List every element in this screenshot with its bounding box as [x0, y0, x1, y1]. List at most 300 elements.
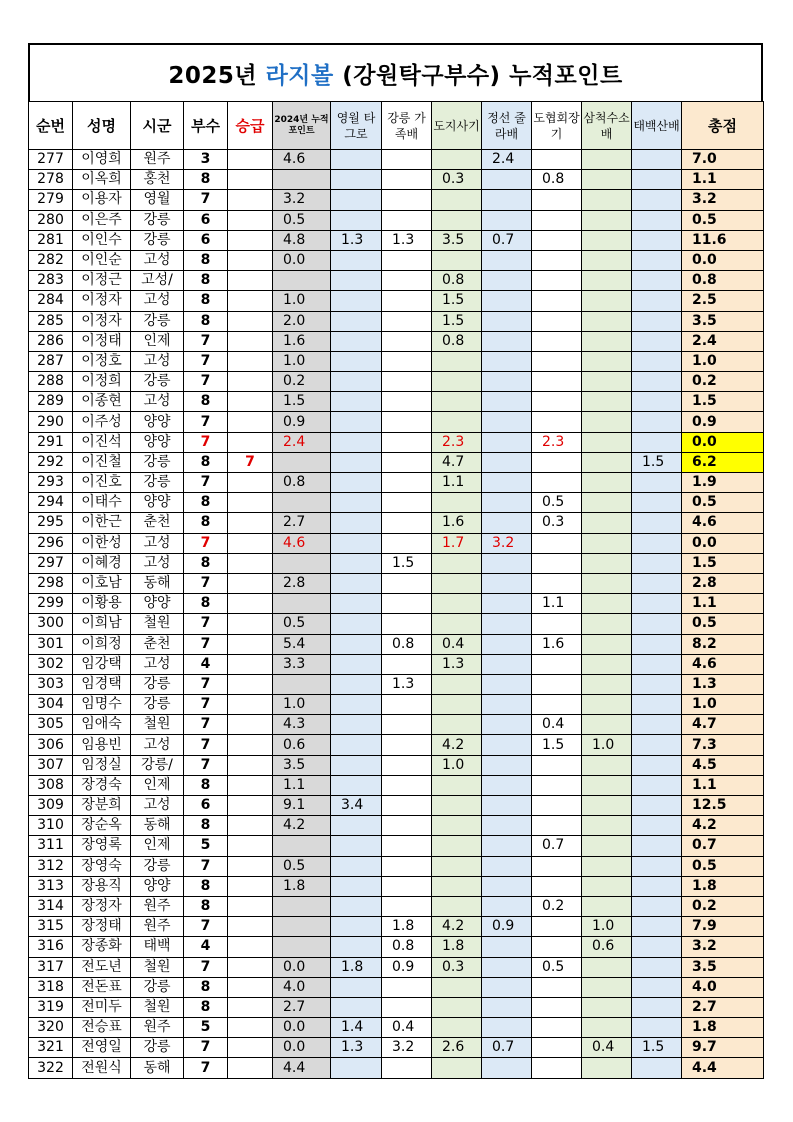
- cell-yw: [331, 553, 382, 573]
- cell-tb: [632, 432, 682, 452]
- cell-yw: [331, 452, 382, 472]
- table-row: [29, 1038, 764, 1058]
- cell-js: [482, 291, 532, 311]
- cell-total: 0.8: [682, 271, 764, 291]
- cell-total: 3.5: [682, 957, 764, 977]
- cell-tb: [632, 937, 682, 957]
- cell-dh: [532, 412, 582, 432]
- cell-name: 장종화: [73, 937, 131, 957]
- cell-yw: [331, 432, 382, 452]
- cell-no: 288: [29, 372, 73, 392]
- cell-gr: 1.8: [382, 917, 432, 937]
- cell-city: 강릉: [131, 856, 184, 876]
- cell-yw: [331, 674, 382, 694]
- cell-yw: [331, 836, 382, 856]
- cell-p2024: 4.0: [273, 977, 331, 997]
- table-row: [29, 573, 764, 593]
- cell-p2024: [273, 674, 331, 694]
- cell-promo: [228, 573, 273, 593]
- cell-yw: [331, 291, 382, 311]
- cell-city: 원주: [131, 917, 184, 937]
- cell-div: 6: [184, 796, 228, 816]
- cell-yw: [331, 331, 382, 351]
- cell-js: [482, 412, 532, 432]
- cell-div: 8: [184, 977, 228, 997]
- cell-dh: [532, 190, 582, 210]
- cell-promo: [228, 856, 273, 876]
- cell-p2024: [273, 271, 331, 291]
- cell-total: 2.8: [682, 573, 764, 593]
- cell-promo: [228, 896, 273, 916]
- cell-dj: 1.8: [432, 937, 482, 957]
- cell-total: 4.6: [682, 654, 764, 674]
- cell-total: 1.9: [682, 473, 764, 493]
- cell-no: 312: [29, 856, 73, 876]
- cell-dj: [432, 1058, 482, 1078]
- cell-tb: [632, 533, 682, 553]
- cell-name: 임강택: [73, 654, 131, 674]
- cell-tb: [632, 755, 682, 775]
- cell-p2024: 3.3: [273, 654, 331, 674]
- cell-city: 강릉: [131, 695, 184, 715]
- table-row: [29, 796, 764, 816]
- cell-yw: [331, 937, 382, 957]
- cell-gr: [382, 896, 432, 916]
- cell-tb: [632, 654, 682, 674]
- cell-div: 6: [184, 210, 228, 230]
- cell-total: 7.3: [682, 735, 764, 755]
- cell-yw: [331, 473, 382, 493]
- cell-yw: [331, 210, 382, 230]
- cell-dh: [532, 654, 582, 674]
- cell-p2024: 2.7: [273, 997, 331, 1017]
- cell-dh: 0.4: [532, 715, 582, 735]
- cell-gr: [382, 533, 432, 553]
- cell-no: 310: [29, 816, 73, 836]
- cell-tb: [632, 977, 682, 997]
- cell-promo: [228, 614, 273, 634]
- cell-city: 양양: [131, 876, 184, 896]
- cell-promo: [228, 735, 273, 755]
- cell-yw: [331, 573, 382, 593]
- cell-sc: 0.6: [582, 937, 632, 957]
- cell-total: 4.4: [682, 1058, 764, 1078]
- cell-div: 8: [184, 896, 228, 916]
- cell-city: 양양: [131, 594, 184, 614]
- cell-gr: [382, 311, 432, 331]
- table-row: [29, 654, 764, 674]
- cell-name: 이정태: [73, 331, 131, 351]
- cell-sc: [582, 190, 632, 210]
- cell-city: 철원: [131, 997, 184, 1017]
- header-row: [29, 102, 764, 150]
- cell-js: [482, 452, 532, 472]
- cell-promo: [228, 1038, 273, 1058]
- cell-yw: [331, 513, 382, 533]
- cell-dj: [432, 715, 482, 735]
- cell-city: 철원: [131, 715, 184, 735]
- cell-sc: [582, 957, 632, 977]
- cell-p2024: 4.6: [273, 533, 331, 553]
- cell-dh: [532, 351, 582, 371]
- cell-div: 7: [184, 351, 228, 371]
- cell-no: 313: [29, 876, 73, 896]
- cell-p2024: [273, 553, 331, 573]
- cell-yw: [331, 977, 382, 997]
- cell-promo: [228, 917, 273, 937]
- cell-promo: [228, 634, 273, 654]
- cell-yw: 1.3: [331, 1038, 382, 1058]
- cell-div: 7: [184, 856, 228, 876]
- cell-dh: [532, 473, 582, 493]
- cell-tb: [632, 816, 682, 836]
- cell-sc: [582, 372, 632, 392]
- cell-no: 293: [29, 473, 73, 493]
- cell-total: 4.0: [682, 977, 764, 997]
- cell-name: 이영희: [73, 150, 131, 170]
- cell-div: 5: [184, 836, 228, 856]
- cell-p2024: 9.1: [273, 796, 331, 816]
- cell-yw: 1.8: [331, 957, 382, 977]
- cell-promo: [228, 351, 273, 371]
- table-row: [29, 1018, 764, 1038]
- cell-promo: [228, 533, 273, 553]
- cell-name: 이인순: [73, 250, 131, 270]
- cell-city: 고성: [131, 654, 184, 674]
- cell-no: 300: [29, 614, 73, 634]
- cell-js: [482, 937, 532, 957]
- cell-sc: [582, 452, 632, 472]
- cell-dj: [432, 896, 482, 916]
- cell-p2024: 4.4: [273, 1058, 331, 1078]
- cell-city: 고성/: [131, 271, 184, 291]
- cell-tb: [632, 634, 682, 654]
- table-row: [29, 291, 764, 311]
- cell-tb: [632, 493, 682, 513]
- cell-gr: 0.9: [382, 957, 432, 977]
- table-row: [29, 997, 764, 1017]
- cell-dh: [532, 392, 582, 412]
- cell-total: 4.2: [682, 816, 764, 836]
- cell-dj: 1.1: [432, 473, 482, 493]
- cell-no: 283: [29, 271, 73, 291]
- cell-tb: [632, 271, 682, 291]
- cell-city: 강릉/: [131, 755, 184, 775]
- cell-sc: [582, 150, 632, 170]
- cell-promo: [228, 513, 273, 533]
- cell-js: [482, 695, 532, 715]
- cell-name: 장정자: [73, 896, 131, 916]
- cell-yw: [331, 715, 382, 735]
- header-promotion: 승급: [228, 102, 273, 150]
- cell-no: 320: [29, 1018, 73, 1038]
- points-sheet: [28, 43, 763, 1079]
- cell-no: 302: [29, 654, 73, 674]
- cell-sc: [582, 311, 632, 331]
- cell-no: 298: [29, 573, 73, 593]
- cell-dh: 0.3: [532, 513, 582, 533]
- cell-dh: [532, 150, 582, 170]
- cell-total: 1.8: [682, 1018, 764, 1038]
- cell-total: 4.6: [682, 513, 764, 533]
- cell-name: 이정근: [73, 271, 131, 291]
- cell-gr: [382, 432, 432, 452]
- cell-dj: [432, 816, 482, 836]
- cell-name: 장분희: [73, 796, 131, 816]
- cell-name: 이용자: [73, 190, 131, 210]
- table-row: [29, 210, 764, 230]
- cell-dj: [432, 210, 482, 230]
- cell-yw: [331, 876, 382, 896]
- table-row: [29, 715, 764, 735]
- cell-total: 0.9: [682, 412, 764, 432]
- cell-sc: [582, 654, 632, 674]
- title-brand: 라지볼: [265, 62, 334, 89]
- cell-sc: [582, 796, 632, 816]
- cell-sc: [582, 775, 632, 795]
- cell-tb: [632, 553, 682, 573]
- cell-dh: [532, 210, 582, 230]
- cell-gr: [382, 997, 432, 1017]
- cell-no: 307: [29, 755, 73, 775]
- cell-js: 3.2: [482, 533, 532, 553]
- cell-tb: [632, 735, 682, 755]
- cell-dj: 4.2: [432, 735, 482, 755]
- cell-sc: [582, 977, 632, 997]
- cell-div: 7: [184, 735, 228, 755]
- cell-no: 317: [29, 957, 73, 977]
- cell-total: 2.5: [682, 291, 764, 311]
- cell-dj: [432, 412, 482, 432]
- cell-js: [482, 796, 532, 816]
- cell-total: 6.2: [682, 452, 764, 472]
- cell-promo: [228, 311, 273, 331]
- cell-div: 4: [184, 937, 228, 957]
- cell-sc: [582, 634, 632, 654]
- cell-city: 고성: [131, 250, 184, 270]
- cell-yw: 1.3: [331, 230, 382, 250]
- cell-p2024: 4.8: [273, 230, 331, 250]
- table-row: [29, 896, 764, 916]
- cell-yw: [331, 250, 382, 270]
- cell-name: 전돈표: [73, 977, 131, 997]
- cell-tb: [632, 331, 682, 351]
- cell-city: 영월: [131, 190, 184, 210]
- cell-js: [482, 836, 532, 856]
- cell-gr: [382, 170, 432, 190]
- cell-div: 7: [184, 755, 228, 775]
- cell-name: 장용직: [73, 876, 131, 896]
- cell-city: 원주: [131, 1018, 184, 1038]
- cell-js: [482, 876, 532, 896]
- cell-p2024: 3.2: [273, 190, 331, 210]
- cell-no: 314: [29, 896, 73, 916]
- table-row: [29, 331, 764, 351]
- cell-yw: [331, 896, 382, 916]
- cell-dj: [432, 997, 482, 1017]
- cell-p2024: [273, 896, 331, 916]
- cell-p2024: 0.5: [273, 856, 331, 876]
- cell-promo: [228, 957, 273, 977]
- cell-city: 동해: [131, 1058, 184, 1078]
- cell-p2024: 1.0: [273, 695, 331, 715]
- cell-dj: [432, 594, 482, 614]
- cell-dh: [532, 250, 582, 270]
- cell-p2024: 2.7: [273, 513, 331, 533]
- cell-dj: 1.5: [432, 291, 482, 311]
- cell-name: 이정자: [73, 311, 131, 331]
- cell-total: 1.1: [682, 775, 764, 795]
- cell-promo: [228, 170, 273, 190]
- cell-tb: [632, 674, 682, 694]
- header-name: 성명: [73, 102, 131, 150]
- cell-yw: [331, 735, 382, 755]
- cell-dj: [432, 1018, 482, 1038]
- cell-total: 0.2: [682, 372, 764, 392]
- cell-name: 장영숙: [73, 856, 131, 876]
- cell-total: 12.5: [682, 796, 764, 816]
- cell-no: 296: [29, 533, 73, 553]
- cell-p2024: 4.2: [273, 816, 331, 836]
- cell-div: 8: [184, 594, 228, 614]
- cell-tb: [632, 412, 682, 432]
- cell-total: 1.1: [682, 170, 764, 190]
- cell-name: 장순옥: [73, 816, 131, 836]
- cell-sc: [582, 1058, 632, 1078]
- table-row: [29, 452, 764, 472]
- cell-city: 철원: [131, 957, 184, 977]
- cell-gr: [382, 473, 432, 493]
- cell-js: [482, 1018, 532, 1038]
- cell-gr: [382, 452, 432, 472]
- cell-js: [482, 170, 532, 190]
- cell-city: 강릉: [131, 311, 184, 331]
- cell-sc: [582, 856, 632, 876]
- cell-tb: [632, 775, 682, 795]
- cell-no: 305: [29, 715, 73, 735]
- cell-dh: [532, 452, 582, 472]
- cell-no: 311: [29, 836, 73, 856]
- cell-no: 277: [29, 150, 73, 170]
- cell-tb: [632, 695, 682, 715]
- cell-dh: [532, 937, 582, 957]
- cell-sc: [582, 230, 632, 250]
- cell-total: 0.7: [682, 836, 764, 856]
- cell-div: 7: [184, 533, 228, 553]
- cell-js: [482, 513, 532, 533]
- cell-gr: [382, 573, 432, 593]
- cell-tb: [632, 311, 682, 331]
- header-no: 순번: [29, 102, 73, 150]
- cell-promo: [228, 291, 273, 311]
- cell-yw: [331, 997, 382, 1017]
- cell-js: [482, 553, 532, 573]
- cell-p2024: [273, 594, 331, 614]
- cell-p2024: [273, 937, 331, 957]
- cell-dh: [532, 997, 582, 1017]
- cell-sc: [582, 170, 632, 190]
- cell-total: 0.5: [682, 856, 764, 876]
- cell-gr: [382, 331, 432, 351]
- cell-js: [482, 351, 532, 371]
- cell-city: 동해: [131, 816, 184, 836]
- cell-div: 3: [184, 150, 228, 170]
- cell-sc: [582, 1018, 632, 1038]
- table-row: [29, 311, 764, 331]
- cell-total: 3.5: [682, 311, 764, 331]
- cell-js: [482, 432, 532, 452]
- cell-city: 강릉: [131, 473, 184, 493]
- cell-tb: [632, 1058, 682, 1078]
- cell-city: 동해: [131, 573, 184, 593]
- cell-div: 8: [184, 170, 228, 190]
- cell-js: [482, 210, 532, 230]
- cell-tb: [632, 513, 682, 533]
- title-year: 2025년: [168, 62, 258, 89]
- cell-p2024: [273, 917, 331, 937]
- cell-js: [482, 594, 532, 614]
- title-rest: (강원탁구부수) 누적포인트: [342, 62, 623, 89]
- cell-promo: [228, 755, 273, 775]
- cell-name: 전미두: [73, 997, 131, 1017]
- cell-dj: 1.0: [432, 755, 482, 775]
- cell-js: [482, 271, 532, 291]
- cell-sc: [582, 755, 632, 775]
- cell-no: 292: [29, 452, 73, 472]
- header-gangneung: 강릉 가족배: [382, 102, 432, 150]
- table-row: [29, 432, 764, 452]
- cell-dj: [432, 372, 482, 392]
- cell-promo: [228, 816, 273, 836]
- cell-sc: 0.4: [582, 1038, 632, 1058]
- cell-name: 이주성: [73, 412, 131, 432]
- cell-tb: 1.5: [632, 452, 682, 472]
- cell-js: 0.7: [482, 230, 532, 250]
- cell-promo: [228, 997, 273, 1017]
- cell-promo: [228, 715, 273, 735]
- cell-div: 6: [184, 230, 228, 250]
- cell-dh: [532, 816, 582, 836]
- cell-yw: [331, 170, 382, 190]
- cell-yw: [331, 412, 382, 432]
- cell-dh: [532, 533, 582, 553]
- cell-no: 308: [29, 775, 73, 795]
- cell-city: 고성: [131, 351, 184, 371]
- cell-yw: [331, 917, 382, 937]
- cell-yw: [331, 372, 382, 392]
- cell-gr: [382, 493, 432, 513]
- cell-gr: [382, 715, 432, 735]
- table-row: [29, 917, 764, 937]
- table-row: [29, 150, 764, 170]
- cell-div: 8: [184, 452, 228, 472]
- cell-gr: 0.4: [382, 1018, 432, 1038]
- cell-sc: [582, 210, 632, 230]
- cell-sc: [582, 695, 632, 715]
- cell-div: 7: [184, 331, 228, 351]
- table-row: [29, 735, 764, 755]
- cell-yw: [331, 614, 382, 634]
- cell-div: 5: [184, 1018, 228, 1038]
- cell-promo: [228, 271, 273, 291]
- cell-no: 284: [29, 291, 73, 311]
- cell-dj: [432, 977, 482, 997]
- cell-yw: [331, 150, 382, 170]
- cell-sc: [582, 271, 632, 291]
- cell-p2024: 2.0: [273, 311, 331, 331]
- cell-city: 원주: [131, 150, 184, 170]
- cell-total: 0.2: [682, 896, 764, 916]
